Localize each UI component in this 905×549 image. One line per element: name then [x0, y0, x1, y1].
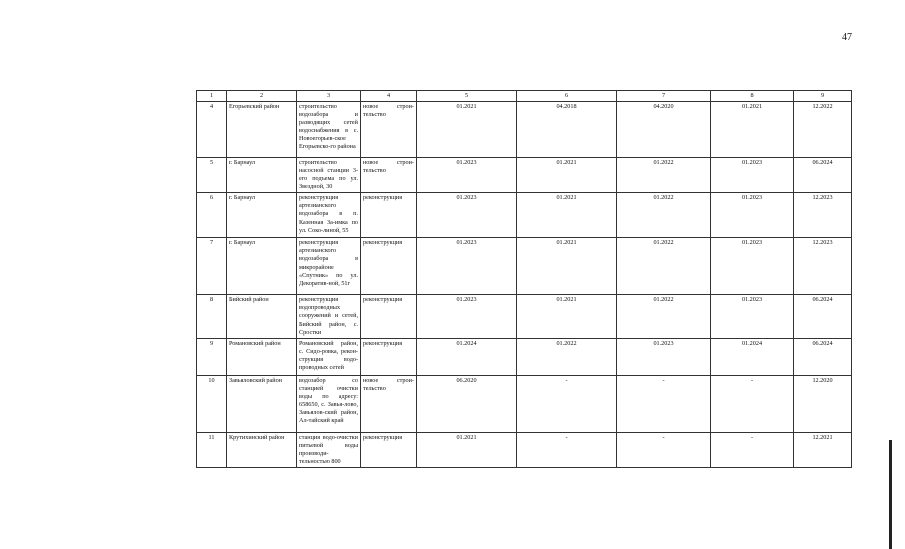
object-cell: реконструкция артезианского водозабора в п. Казенная За-имка по ул. Соко-линой, 55	[297, 193, 361, 238]
date-cell: 01.2021	[711, 102, 794, 158]
column-header: 3	[297, 91, 361, 102]
date-cell: 12.2021	[794, 432, 852, 467]
work-type-cell: реконструкция	[361, 338, 417, 375]
district-cell: Крутихинский район	[227, 432, 297, 467]
table-row	[197, 238, 852, 295]
scan-edge-line	[889, 440, 892, 549]
date-cell: 12.2023	[794, 238, 852, 295]
date-cell: 01.2022	[617, 158, 711, 193]
date-cell: 01.2023	[711, 238, 794, 295]
row-number: 7	[197, 238, 227, 295]
investment-objects-table	[196, 90, 852, 468]
column-header: 7	[617, 91, 711, 102]
date-cell: 06.2024	[794, 158, 852, 193]
table-row	[197, 295, 852, 338]
header-row	[197, 91, 852, 102]
district-cell: Егорьевский район	[227, 102, 297, 158]
date-cell: 01.2022	[517, 338, 617, 375]
work-type-cell: новое строи-тельство	[361, 158, 417, 193]
date-cell: -	[711, 375, 794, 432]
work-type-cell: реконструкция	[361, 238, 417, 295]
date-cell: 12.2020	[794, 375, 852, 432]
work-type-cell: реконструкция	[361, 295, 417, 338]
date-cell: 01.2023	[417, 158, 517, 193]
date-cell: 01.2024	[711, 338, 794, 375]
table-row	[197, 158, 852, 193]
column-header: 5	[417, 91, 517, 102]
date-cell: -	[517, 432, 617, 467]
date-cell: 06.2024	[794, 295, 852, 338]
row-number: 10	[197, 375, 227, 432]
column-header: 9	[794, 91, 852, 102]
date-cell: 01.2023	[617, 338, 711, 375]
district-cell: г. Барнаул	[227, 238, 297, 295]
date-cell: 01.2023	[417, 193, 517, 238]
page-number: 47	[842, 32, 852, 43]
column-header: 2	[227, 91, 297, 102]
column-header: 1	[197, 91, 227, 102]
row-number: 5	[197, 158, 227, 193]
district-cell: Романовский район	[227, 338, 297, 375]
date-cell: 01.2022	[617, 295, 711, 338]
row-number: 9	[197, 338, 227, 375]
work-type-cell: реконструкция	[361, 193, 417, 238]
object-cell: Романовский район, с. Сидо-ровка, рекон-струкция водо-проводных сетей	[297, 338, 361, 375]
row-number: 4	[197, 102, 227, 158]
row-number: 11	[197, 432, 227, 467]
column-header: 6	[517, 91, 617, 102]
work-type-cell: новое строи-тельство	[361, 375, 417, 432]
date-cell: 01.2023	[711, 158, 794, 193]
date-cell: -	[517, 375, 617, 432]
date-cell: 06.2020	[417, 375, 517, 432]
object-cell: водозабор со станцией очистки воды по адресу: 658650, с. Завья-лово, Завьялов-ский район, Ал-тайский край	[297, 375, 361, 432]
row-number: 6	[197, 193, 227, 238]
date-cell: -	[617, 432, 711, 467]
date-cell: -	[617, 375, 711, 432]
date-cell: 01.2021	[517, 238, 617, 295]
date-cell: 01.2023	[417, 238, 517, 295]
date-cell: 01.2022	[617, 238, 711, 295]
object-cell: станция водо-очистки питьевой воды производи-тельностью 800	[297, 432, 361, 467]
date-cell: 01.2024	[417, 338, 517, 375]
date-cell: 12.2023	[794, 193, 852, 238]
date-cell: 01.2021	[417, 102, 517, 158]
table-row	[197, 375, 852, 432]
date-cell: 01.2021	[517, 193, 617, 238]
date-cell: -	[711, 432, 794, 467]
date-cell: 01.2022	[617, 193, 711, 238]
column-header: 4	[361, 91, 417, 102]
row-number: 8	[197, 295, 227, 338]
date-cell: 06.2024	[794, 338, 852, 375]
date-cell: 01.2021	[517, 158, 617, 193]
object-cell: реконструкция водопроводных сооружений и сетей, Бийский район, с. Сростки	[297, 295, 361, 338]
column-header: 8	[711, 91, 794, 102]
table-row	[197, 432, 852, 467]
date-cell: 04.2020	[617, 102, 711, 158]
district-cell: г. Барнаул	[227, 158, 297, 193]
district-cell: Завьяловский район	[227, 375, 297, 432]
object-cell: реконструкция артезианского водозабора в микрорайоне «Спутник» по ул. Декоратив-ной, 51г	[297, 238, 361, 295]
table-row	[197, 193, 852, 238]
date-cell: 01.2021	[417, 432, 517, 467]
date-cell: 12.2022	[794, 102, 852, 158]
date-cell: 04.2018	[517, 102, 617, 158]
date-cell: 01.2023	[711, 295, 794, 338]
date-cell: 01.2021	[517, 295, 617, 338]
object-cell: строительство водозабора и разводящих сетей водоснабжения в с. Новоегорьев-ское Егорьевско-го района	[297, 102, 361, 158]
date-cell: 01.2023	[417, 295, 517, 338]
district-cell: г. Барнаул	[227, 193, 297, 238]
work-type-cell: реконструкция	[361, 432, 417, 467]
district-cell: Бийский район	[227, 295, 297, 338]
date-cell: 01.2023	[711, 193, 794, 238]
object-cell: строительство насосной станции 3-его подъема по ул. Звездной, 30	[297, 158, 361, 193]
table-row	[197, 338, 852, 375]
table-row	[197, 102, 852, 158]
work-type-cell: новое строи-тельство	[361, 102, 417, 158]
